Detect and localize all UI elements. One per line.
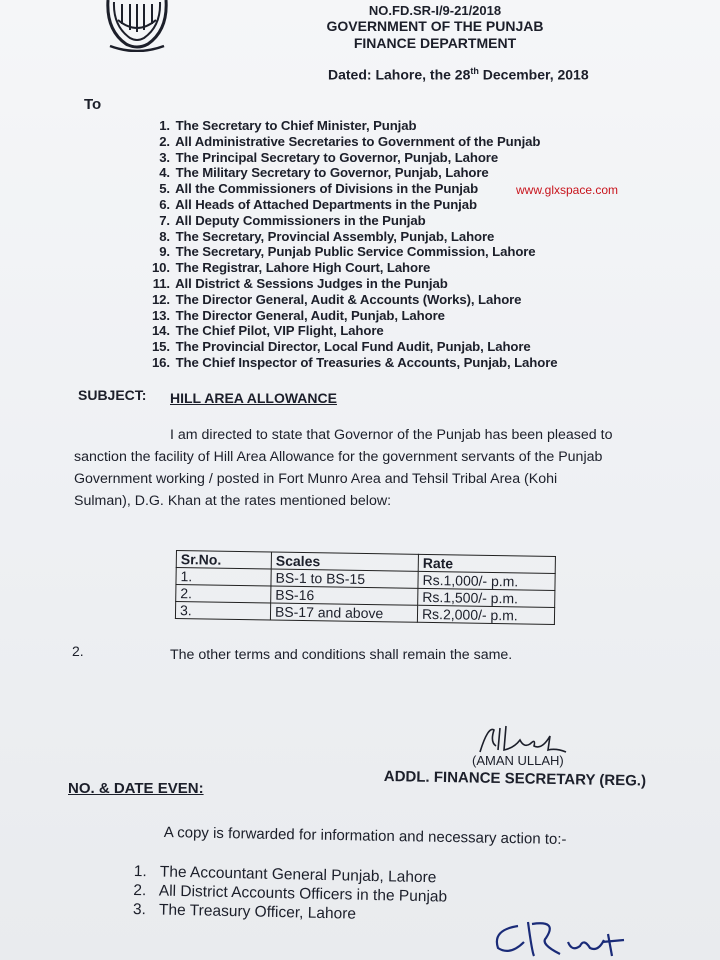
column-header: Scales: [271, 552, 418, 571]
table-cell: 2.: [176, 585, 271, 603]
table-cell: Rs.1,000/- p.m.: [418, 571, 555, 590]
table-cell: 3.: [175, 602, 270, 620]
paragraph-number: 2.: [72, 643, 84, 659]
body-line: I am directed to state that Governor of the Punjab has been pleased to: [170, 427, 613, 443]
to-label: To: [84, 96, 102, 113]
list-item: 3. The Treasury Officer, Lahore: [132, 900, 357, 923]
list-item: 12. The Director General, Audit & Accounts (Works), Lahore: [151, 291, 522, 307]
signatory-title: ADDL. FINANCE SECRETARY (REG.): [383, 768, 647, 790]
table-cell: 1.: [176, 568, 271, 586]
list-item: 6. All Heads of Attached Departments in the Punjab: [159, 196, 477, 212]
list-item: 2. All District Accounts Officers in the Punjab: [133, 881, 448, 906]
signatory-name: (AMAN ULLAH): [472, 753, 564, 768]
body-line: sanction the facility of Hill Area Allowance for the government servants of the Punjab: [74, 449, 603, 465]
addressee-list: [140, 118, 557, 371]
list-item: 10. The Registrar, Lahore High Court, Lahore: [151, 260, 431, 276]
column-header: Rate: [418, 554, 555, 573]
list-item: 16. The Chief Inspector of Treasuries & Accounts, Punjab, Lahore: [151, 354, 558, 370]
government-title: GOVERNMENT OF THE PUNJAB: [326, 18, 544, 34]
list-item: 1. The Secretary to Chief Minister, Punjab: [159, 118, 417, 133]
list-item: 11. All District & Sessions Judges in the Punjab: [152, 275, 448, 291]
list-item: 15. The Provincial Director, Local Fund Audit, Punjab, Lahore: [151, 339, 531, 355]
column-header: Sr.No.: [176, 551, 271, 569]
table-cell: BS-16: [271, 586, 418, 605]
punjab-government-emblem-icon: [100, 0, 174, 52]
table-cell: BS-17 and above: [270, 603, 417, 622]
rates-table: [175, 550, 556, 625]
watermark-text: www.glxspace.com: [516, 183, 619, 197]
list-item: 5. All the Commissioners of Divisions in the Punjab: [159, 181, 479, 197]
letter-body: [74, 424, 674, 512]
endorsement-label: NO. & DATE EVEN:: [68, 780, 204, 797]
department-title: FINANCE DEPARTMENT: [353, 35, 517, 51]
copy-recipient-list: [133, 862, 448, 926]
second-signature-icon: [488, 912, 658, 960]
subject-label: SUBJECT:: [78, 387, 147, 403]
table-cell: BS-1 to BS-15: [271, 569, 418, 588]
list-item: 8. The Secretary, Provincial Assembly, Punjab, Lahore: [159, 228, 495, 244]
list-item: 13. The Director General, Audit, Punjab, Lahore: [151, 307, 445, 323]
list-item: 9. The Secretary, Punjab Public Service Commission, Lahore: [159, 244, 536, 260]
list-item: 4. The Military Secretary to Governor, Punjab, Lahore: [159, 165, 489, 181]
list-item: 7. All Deputy Commissioners in the Punjab: [159, 212, 426, 228]
letter-date: Dated: Lahore, the 28th December, 2018: [328, 66, 589, 83]
body-line: Government working / posted in Fort Munro Area and Tehsil Tribal Area (Kohi: [74, 471, 558, 487]
list-item: 3. The Principal Secretary to Governor, Punjab, Lahore: [159, 149, 499, 165]
copy-forward-text: A copy is forwarded for information and necessary action to:-: [163, 824, 567, 849]
body-line: Sulman), D.G. Khan at the rates mentioned below:: [74, 493, 392, 509]
list-item: 1. The Accountant General Punjab, Lahore: [133, 862, 437, 887]
table-cell: Rs.2,000/- p.m.: [417, 605, 554, 624]
list-item: 14. The Chief Pilot, VIP Flight, Lahore: [151, 323, 384, 339]
subject-title: HILL AREA ALLOWANCE: [170, 390, 337, 406]
list-item: 2. All Administrative Secretaries to Government of the Punjab: [159, 133, 541, 149]
paragraph-text: The other terms and conditions shall remain the same.: [170, 647, 513, 663]
reference-number: NO.FD.SR-I/9-21/2018: [368, 3, 502, 18]
table-cell: Rs.1,500/- p.m.: [418, 588, 555, 607]
